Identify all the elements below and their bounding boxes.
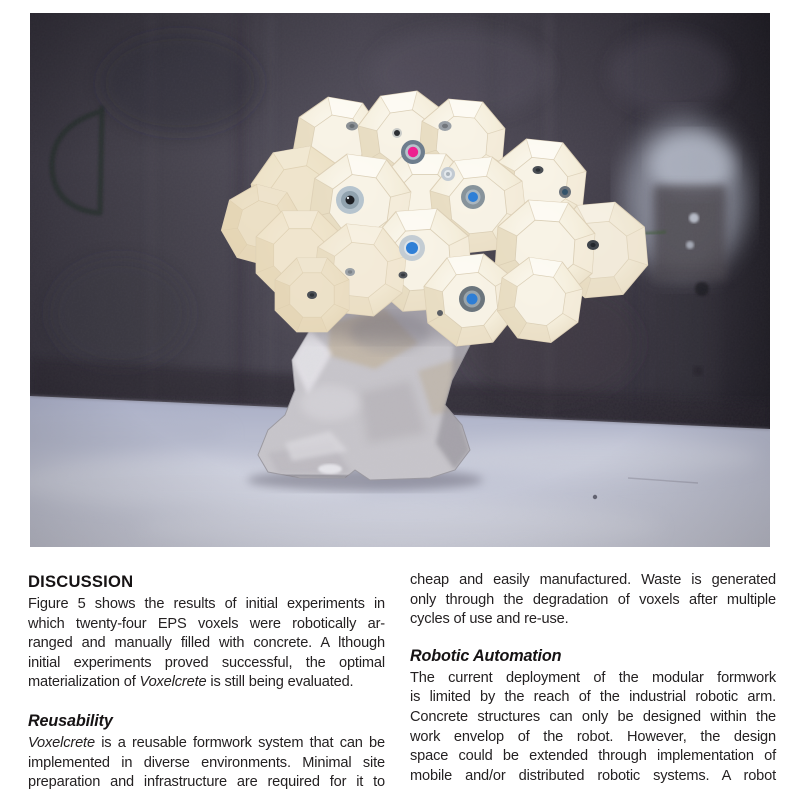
italic-term: Voxelcrete xyxy=(139,674,207,691)
section-heading-reusability: Reusability xyxy=(28,711,113,730)
body-line: space could be extended through implementation of xyxy=(410,748,776,765)
body-text: materialization of xyxy=(28,674,140,691)
body-line: only through the degradation of voxels after multiple xyxy=(410,591,776,608)
body-line: The current deployment of the modular formwork xyxy=(410,669,776,686)
body-line: is limited by the reach of the industrial robotic arm. xyxy=(410,689,776,706)
body-line xyxy=(28,734,385,754)
body-text: is a reusable formwork system that can be xyxy=(94,734,385,751)
body-line: ranged and manually filled with concrete. A lthough xyxy=(28,635,385,652)
voxelcrete-photo xyxy=(30,13,770,547)
section-heading-discussion: DISCUSSION xyxy=(28,572,134,591)
body-line: work envelop of the robot. However, the design xyxy=(410,728,776,745)
italic-term: Voxelcrete xyxy=(28,734,95,751)
body-text: is still being evaluated. xyxy=(206,674,354,691)
section-heading-robotic-automation: Robotic Automation xyxy=(410,646,562,665)
body-line: preparation and infrastructure are required for it to xyxy=(28,774,385,791)
body-line: implemented in diverse environments. Minimal site xyxy=(28,754,385,771)
body-line: Concrete structures can only be designed within the xyxy=(410,708,776,725)
body-line xyxy=(28,673,385,693)
body-line: initial experiments proved successful, the optimal xyxy=(28,654,385,671)
column-left xyxy=(28,571,385,793)
body-line: mobile and/or distributed robotic systems. A robot xyxy=(410,767,776,784)
body-line: Figure 5 shows the results of initial experiments in xyxy=(28,596,385,612)
column-right xyxy=(410,571,776,786)
body-line: cheap and easily manufactured. Waste is generated xyxy=(410,572,776,588)
vignette xyxy=(30,13,770,547)
body-line: which twenty-four EPS voxels were robotically ar- xyxy=(28,615,385,632)
figure-photo xyxy=(30,13,770,547)
body-line: cycles of use and re-use. xyxy=(410,611,569,628)
